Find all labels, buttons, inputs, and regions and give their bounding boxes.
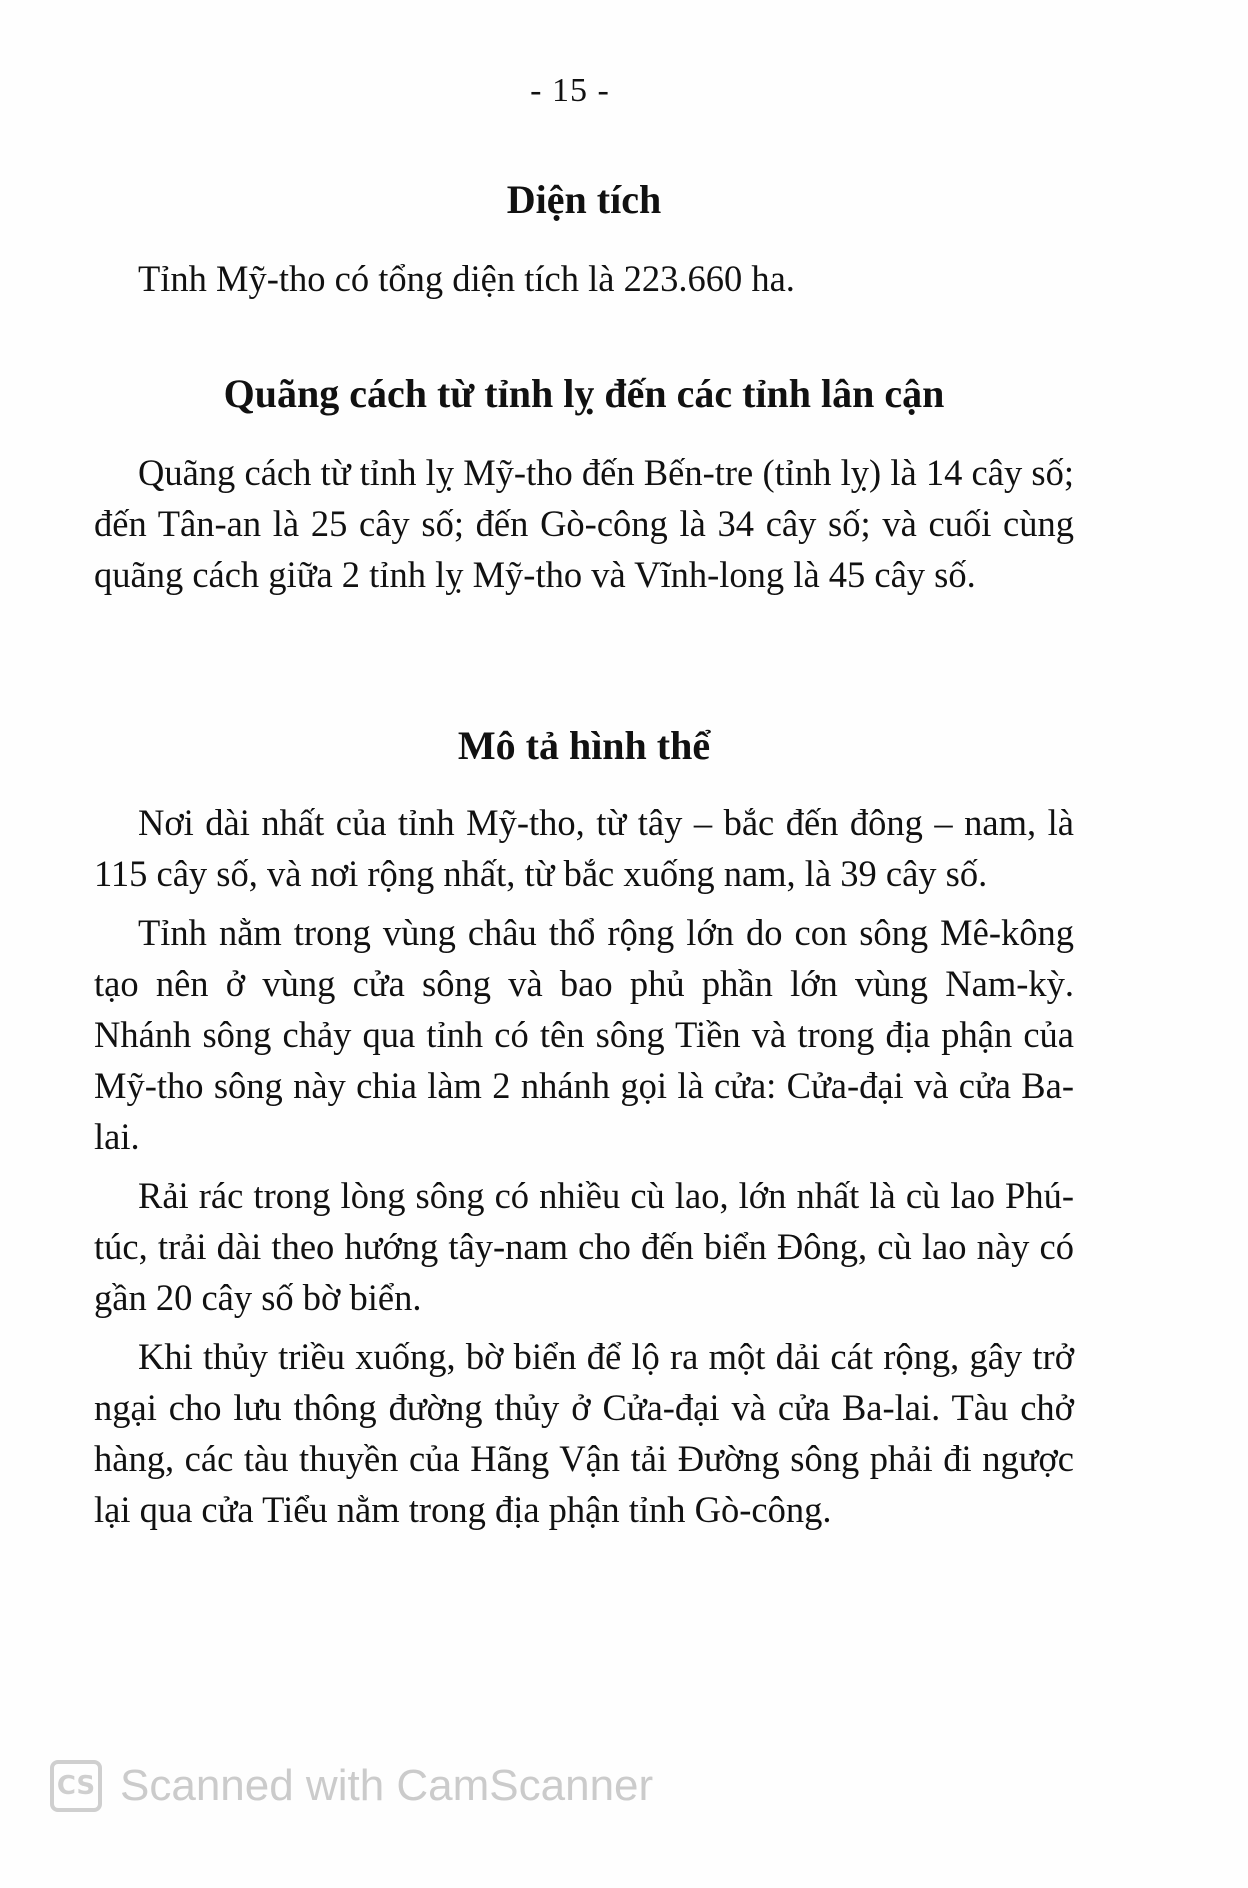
paragraph-area: Tỉnh Mỹ-tho có tổng diện tích là 223.660 ha. bbox=[138, 258, 795, 299]
paragraph-shape-1: Nơi dài nhất của tỉnh Mỹ-tho, từ tây – bắc đến đông – nam, là 115 cây số, và nơi rộng nhất, từ bắc xuống nam, là 39 cây số. bbox=[94, 802, 1074, 894]
paragraph-distance: Quãng cách từ tỉnh lỵ Mỹ-tho đến Bến-tre (tỉnh lỵ) là 14 cây số; đến Tân-an là 25 cây số; đến Gò-công là 34 cây số; và cuối cùng quãng cách giữa 2 tỉnh lỵ Mỹ-tho và Vĩnh-long là 45 cây số. bbox=[94, 452, 1074, 595]
paragraph-shape-2: Tỉnh nằm trong vùng châu thổ rộng lớn do con sông Mê-kông tạo nên ở vùng cửa sông và bao phủ phần lớn vùng Nam-kỳ. Nhánh sông chảy qua tỉnh có tên sông Tiền và trong địa phận của Mỹ-tho sông này chia làm 2 nhánh gọi là cửa: Cửa-đại và cửa Ba-lai. bbox=[94, 912, 1074, 1157]
section-heading-distance: Quãng cách từ tỉnh lỵ đến các tỉnh lân cận bbox=[223, 371, 945, 416]
camscanner-logo-icon: CS bbox=[50, 1760, 102, 1812]
camscanner-watermark bbox=[50, 1760, 653, 1812]
watermark-text: Scanned with CamScanner bbox=[120, 1761, 654, 1810]
paragraph-shape-3: Rải rác trong lòng sông có nhiều cù lao, lớn nhất là cù lao Phú-túc, trải dài theo hướng tây-nam cho đến biển Đông, cù lao này có gần 20 cây số bờ biển. bbox=[94, 1175, 1074, 1318]
section-distance bbox=[94, 370, 1074, 600]
section-heading-shape: Mô tả hình thể bbox=[457, 723, 711, 768]
section-area bbox=[94, 176, 1074, 304]
section-heading-area: Diện tích bbox=[506, 177, 662, 222]
section-shape bbox=[94, 722, 1074, 1535]
paragraph-shape-4: Khi thủy triều xuống, bờ biển để lộ ra một dải cát rộng, gây trở ngại cho lưu thông đường thủy ở Cửa-đại và cửa Ba-lai. Tàu chở hàng, các tàu thuyền của Hãng Vận tải Đường sông phải đi ngược lại qua cửa Tiểu nằm trong địa phận tỉnh Gò-công. bbox=[94, 1336, 1074, 1530]
page-number: - 15 - bbox=[530, 72, 610, 109]
